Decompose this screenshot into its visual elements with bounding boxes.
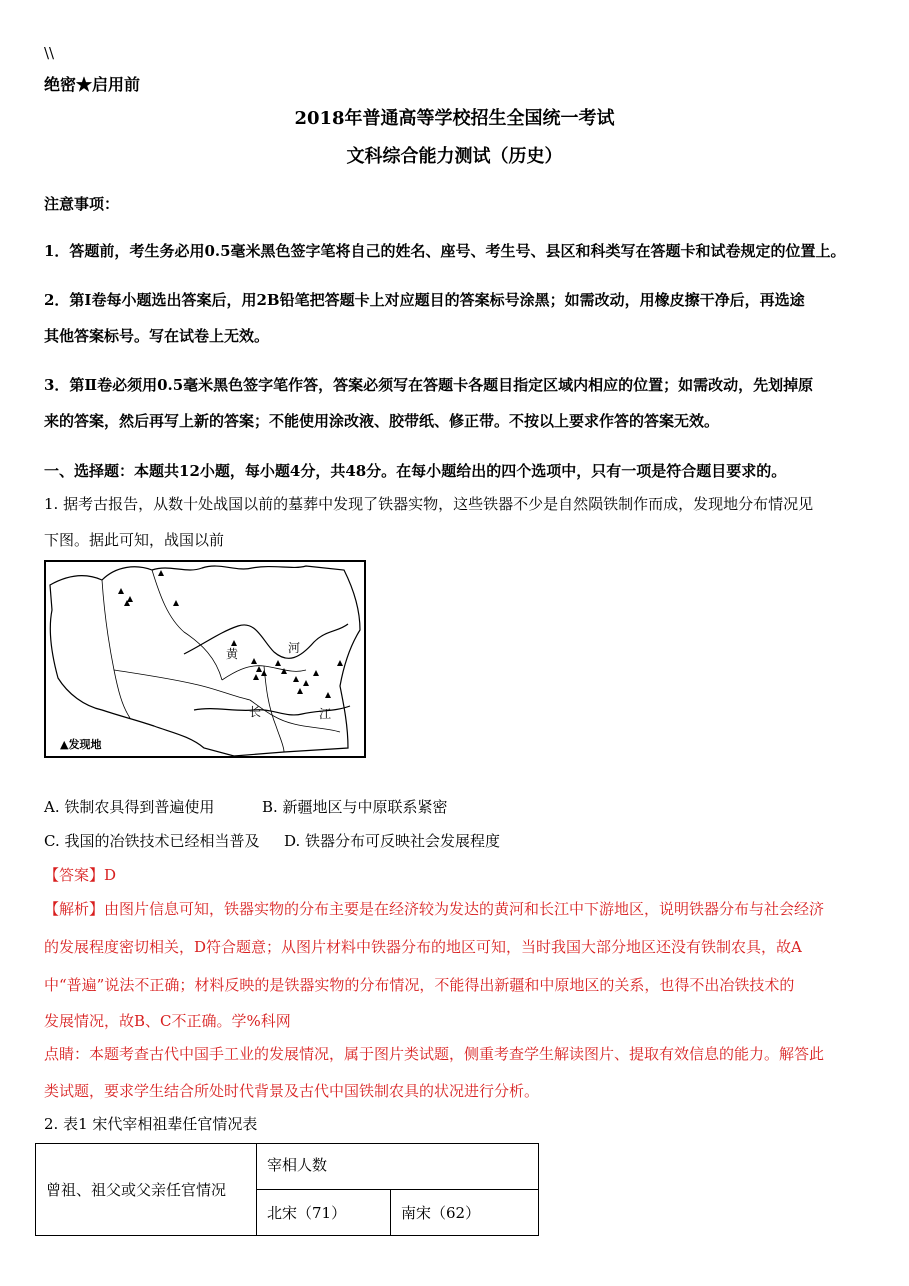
table-group-header: 宰相人数	[257, 1144, 539, 1190]
page-subtitle: 文科综合能力测试（历史）	[346, 146, 563, 167]
q1-option-a: A. 铁制农具得到普遍使用	[44, 798, 215, 816]
q1-option-c: C. 我国的冶铁技术已经相当普及	[44, 832, 260, 850]
q2-stem: 2. 表1 宋代宰相祖辈任官情况表	[44, 1115, 258, 1133]
note-2-line1: 2．第Ⅰ卷每小题选出答案后，用2B铅笔把答题卡上对应题目的答案标号涂黑；如需改动，用橡皮擦干净后，再选途	[44, 291, 805, 309]
q1-comment-line2: 类试题，要求学生结合所处时代背景及古代中国铁制农具的状况进行分析。	[44, 1082, 540, 1100]
q1-option-b: B. 新疆地区与中原联系紧密	[262, 798, 448, 816]
q1-stem-line1: 1. 据考古报告，从数十处战国以前的墓葬中发现了铁器实物，这些铁器不少是自然陨铁制作而成，发现地分布情况见	[44, 495, 814, 513]
map-label-jiang: 江	[319, 707, 332, 721]
note-1: 1．答题前，考生务必用0.5毫米黑色签字笔将自己的姓名、座号、考生号、县区和科类写在答题卡和试卷规定的位置上。	[44, 242, 846, 260]
q1-analysis-line1: 【解析】由图片信息可知，铁器实物的分布主要是在经济较为发达的黄河和长江中下游地区，说明铁器分布与社会经济	[44, 900, 825, 918]
q1-comment-line1: 点睛：本题考查古代中国手工业的发展情况，属于图片类试题，侧重考查学生解读图片、提取有效信息的能力。解答此	[44, 1045, 825, 1063]
notes-heading: 注意事项：	[44, 195, 120, 213]
note-2-line2: 其他答案标号。写在试卷上无效。	[44, 327, 270, 345]
table-col-southern-song: 南宋（62）	[391, 1190, 539, 1236]
q1-analysis-line2: 的发展程度密切相关，D符合题意；从图片材料中铁器分布的地区可知，当时我国大部分地区还没有铁制农具，故A	[44, 938, 802, 956]
page-title: 2018年普通高等学校招生全国统一考试	[294, 108, 615, 129]
note-3-line2: 来的答案，然后再写上新的答案；不能使用涂改液、胶带纸、修正带。不按以上要求作答的答案无效。	[44, 412, 720, 430]
q1-answer: 【答案】D	[44, 866, 117, 884]
note-3-line1: 3．第Ⅱ卷必须用0.5毫米黑色签字笔作答，答案必须写在答题卡各题目指定区域内相应的位置；如需改动，先划掉原	[44, 376, 814, 394]
q1-option-d: D. 铁器分布可反映社会发展程度	[284, 832, 501, 850]
table-row-header: 曾祖、祖父或父亲任官情况	[36, 1144, 257, 1236]
map-label-he: 河	[288, 641, 301, 655]
q1-stem-line2: 下图。据此可知，战国以前	[44, 531, 225, 549]
q2-table	[35, 1143, 539, 1236]
iron-findings-map	[44, 560, 366, 758]
q1-analysis-line3: 中“普遍”说法不正确；材料反映的是铁器实物的分布情况，不能得出新疆和中原地区的关系，也得不出冶铁技术的	[44, 976, 795, 994]
confidential-label: 绝密★启用前	[44, 75, 141, 94]
top-mark: \\	[44, 44, 55, 62]
section-heading: 一、选择题：本题共12小题，每小题4分，共48分。在每小题给出的四个选项中，只有一项是符合题目要求的。	[44, 462, 787, 480]
map-label-huang: 黄	[226, 647, 239, 661]
map-legend: ▲发现地	[60, 738, 102, 751]
map-label-chang: 长	[249, 705, 262, 719]
table-col-northern-song: 北宋（71）	[257, 1190, 391, 1236]
q1-analysis-line4: 发展情况，故B、C不正确。学%科网	[44, 1012, 291, 1030]
